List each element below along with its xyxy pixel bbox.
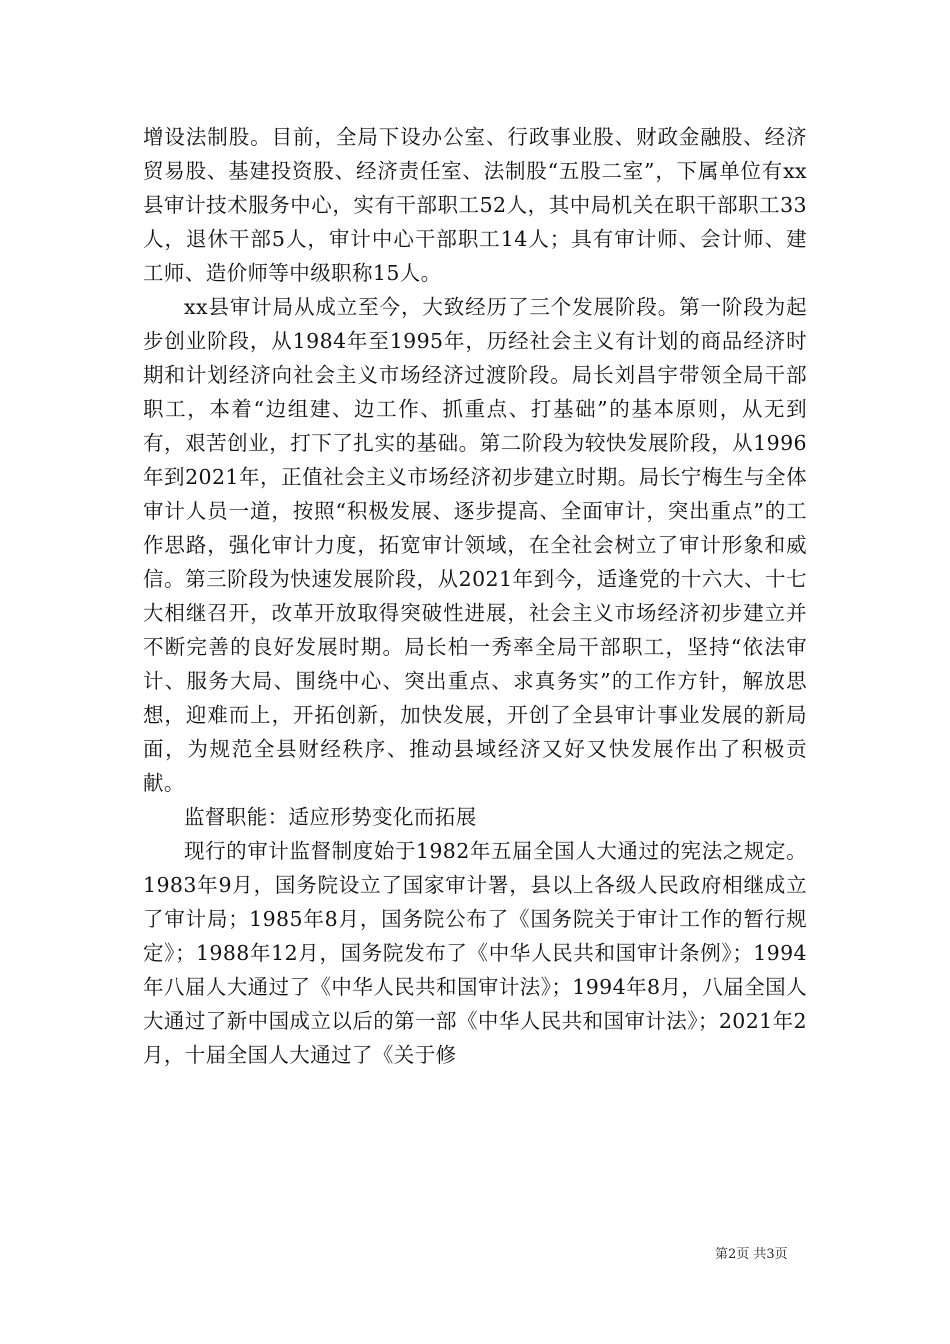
document-body bbox=[143, 120, 807, 1072]
paragraph-2: xx县审计局从成立至今，大致经历了三个发展阶段。第一阶段为起步创业阶段，从1984年至1995年，历经社会主义有计划的商品经济时期和计划经济向社会主义市场经济过渡阶段。局长刘昌宇带领全局干部职工，本着“边组建、边工作、抓重点、打基础”的基本原则，从无到有，艰苦创业，打下了扎实的基础。第二阶段为较快发展阶段，从1996年到2021年，正值社会主义市场经济初步建立时期。局长宁梅生与全体审计人员一道，按照“积极发展、逐步提高、全面审计，突出重点”的工作思路，强化审计力度，拓宽审计领域，在全社会树立了审计形象和威信。第三阶段为快速发展阶段，从2021年到今，适逢党的十六大、十七大相继召开，改革开放取得突破性进展，社会主义市场经济初步建立并不断完善的良好发展时期。局长柏一秀率全局干部职工，坚持“依法审计、服务大局、围绕中心、突出重点、求真务实”的工作方针，解放思想，迎难而上，开拓创新，加快发展，开创了全县审计事业发展的新局面，为规范全县财经秩序、推动县域经济又好又快发展作出了积极贡献。 bbox=[143, 295, 807, 795]
page-number: 第2页 共3页 bbox=[715, 1247, 788, 1262]
paragraph-3: 现行的审计监督制度始于1982年五届全国人大通过的宪法之规定。1983年9月，国务院设立了国家审计署，县以上各级人民政府相继成立了审计局；1985年8月，国务院公布了《国务院关于审计工作的暂行规定》；1988年12月，国务院发布了《中华人民共和国审计条例》；1994年八届人大通过了《中华人民共和国审计法》；1994年8月，八届全国人大通过了新中国成立以后的第一部《中华人民共和国审计法》；2021年2月，十届全国人大通过了《关于修 bbox=[143, 839, 807, 1067]
section-heading: 监督职能：适应形势变化而拓展 bbox=[184, 805, 477, 829]
paragraph-1: 增设法制股。目前，全局下设办公室、行政事业股、财政金融股、经济贸易股、基建投资股、经济责任室、法制股“五股二室”，下属单位有xx县审计技术服务中心，实有干部职工52人，其中局机关在职干部职工33人，退休干部5人，审计中心干部职工14人；具有审计师、会计师、建工师、造价师等中级职称15人。 bbox=[143, 125, 807, 285]
